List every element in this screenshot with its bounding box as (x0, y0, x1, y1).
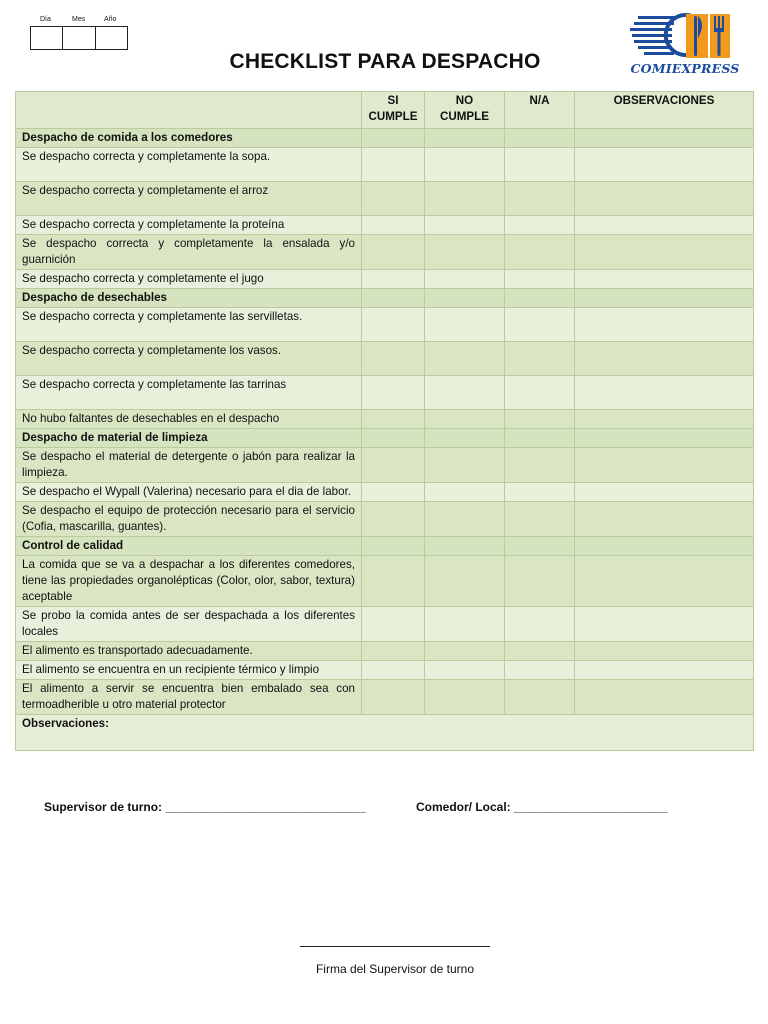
table-row (16, 376, 754, 410)
na-cell[interactable] (505, 308, 575, 342)
na-cell[interactable] (505, 448, 575, 483)
year-cell[interactable] (96, 27, 127, 49)
na-cell[interactable] (505, 556, 575, 607)
si-cumple-cell[interactable] (362, 342, 425, 376)
na-cell (505, 129, 575, 148)
si-cumple-cell (362, 289, 425, 308)
item-description: Se despacho correcta y completamente la ensalada y/o guarnición (16, 235, 362, 270)
no-cumple-cell[interactable] (425, 342, 505, 376)
no-cumple-cell[interactable] (425, 607, 505, 642)
section-row (16, 429, 754, 448)
item-description: El alimento es transportado adecuadamente. (16, 642, 362, 661)
item-description: El alimento a servir se encuentra bien embalado sea con termoadherible u otro material protector (16, 680, 362, 715)
si-cumple-cell[interactable] (362, 182, 425, 216)
item-description: Se despacho correcta y completamente el arroz (16, 182, 362, 216)
section-row (16, 289, 754, 308)
observaciones-cell[interactable] (575, 448, 754, 483)
na-cell[interactable] (505, 680, 575, 715)
observaciones-cell[interactable] (575, 216, 754, 235)
item-description: Se despacho correcta y completamente la proteína (16, 216, 362, 235)
table-row (16, 270, 754, 289)
item-description: Se despacho correcta y completamente los vasos. (16, 342, 362, 376)
si-cumple-cell[interactable] (362, 680, 425, 715)
item-header (16, 92, 362, 129)
cutlery-logo-icon (630, 10, 740, 62)
na-cell[interactable] (505, 216, 575, 235)
no-cumple-cell[interactable] (425, 502, 505, 537)
item-description: Se probo la comida antes de ser despachada a los diferentes locales (16, 607, 362, 642)
si-cumple-cell[interactable] (362, 556, 425, 607)
table-row (16, 342, 754, 376)
item-description: Se despacho correcta y completamente la sopa. (16, 148, 362, 182)
comedor-blank[interactable]: _______________________ (514, 800, 668, 814)
section-title: Despacho de material de limpieza (16, 429, 362, 448)
item-description: No hubo faltantes de desechables en el despacho (16, 410, 362, 429)
logo-text: COMIEXPRESS (630, 61, 740, 76)
observaciones-cell[interactable] (575, 342, 754, 376)
si-cumple-cell[interactable] (362, 308, 425, 342)
observations-label[interactable]: Observaciones: (16, 715, 754, 751)
year-label: Año (104, 16, 117, 23)
si-cumple-cell[interactable] (362, 642, 425, 661)
section-title: Despacho de comida a los comedores (16, 129, 362, 148)
date-labels (30, 16, 128, 26)
na-cell[interactable] (505, 410, 575, 429)
table-row (16, 308, 754, 342)
item-description: Se despacho el Wypall (Valerina) necesario para el dia de labor. (16, 483, 362, 502)
observaciones-cell (575, 429, 754, 448)
day-label: Día (40, 16, 51, 23)
na-cell (505, 429, 575, 448)
si-cumple-cell (362, 429, 425, 448)
item-description: Se despacho correcta y completamente el jugo (16, 270, 362, 289)
observaciones-cell[interactable] (575, 410, 754, 429)
table-row (16, 235, 754, 270)
table-row (16, 148, 754, 182)
item-description: Se despacho el material de detergente o jabón para realizar la limpieza. (16, 448, 362, 483)
table-body (16, 129, 754, 715)
item-description: Se despacho el equipo de protección necesario para el servicio (Cofia, mascarilla, guantes). (16, 502, 362, 537)
supervisor-label: Supervisor de turno: (44, 800, 163, 814)
day-cell[interactable] (31, 27, 63, 49)
na-cell[interactable] (505, 483, 575, 502)
no-cumple-cell[interactable] (425, 148, 505, 182)
month-cell[interactable] (63, 27, 95, 49)
si-cumple-cell[interactable] (362, 607, 425, 642)
table-row (16, 607, 754, 642)
si-cumple-cell (362, 129, 425, 148)
observaciones-cell[interactable] (575, 661, 754, 680)
observaciones-cell[interactable] (575, 270, 754, 289)
no-cumple-cell[interactable] (425, 376, 505, 410)
no-cumple-cell[interactable] (425, 661, 505, 680)
date-box (30, 16, 128, 50)
si-cumple-cell[interactable] (362, 661, 425, 680)
observaciones-cell (575, 289, 754, 308)
table-row (16, 642, 754, 661)
comedor-label: Comedor/ Local: (416, 800, 511, 814)
na-cell[interactable] (505, 607, 575, 642)
table-row (16, 182, 754, 216)
month-label: Mes (72, 16, 86, 23)
observaciones-cell[interactable] (575, 235, 754, 270)
company-logo (630, 10, 740, 80)
table-row (16, 410, 754, 429)
na-cell[interactable] (505, 182, 575, 216)
supervisor-field[interactable] (44, 800, 366, 814)
observaciones-cell[interactable] (575, 680, 754, 715)
item-description: La comida que se va a despachar a los diferentes comedores, tiene las propiedades organolépticas (Color, olor, sabor, textura) aceptable (16, 556, 362, 607)
si-cumple-cell[interactable] (362, 148, 425, 182)
no-cumple-cell[interactable] (425, 308, 505, 342)
na-cell[interactable] (505, 342, 575, 376)
supervisor-blank[interactable]: ______________________________ (165, 800, 366, 814)
no-cumple-cell[interactable] (425, 642, 505, 661)
na-cell[interactable] (505, 642, 575, 661)
observations-row[interactable] (16, 715, 754, 751)
si-cumple-cell[interactable] (362, 502, 425, 537)
date-cells (30, 26, 128, 50)
table-header-row (16, 92, 754, 129)
page-title: CHECKLIST PARA DESPACHO (229, 50, 541, 73)
si-cumple-cell[interactable] (362, 235, 425, 270)
table-row (16, 483, 754, 502)
si-cumple-cell (362, 537, 425, 556)
si-cumple-cell[interactable] (362, 216, 425, 235)
item-description: El alimento se encuentra en un recipiente térmico y limpio (16, 661, 362, 680)
observaciones-header: OBSERVACIONES (575, 92, 754, 129)
observaciones-cell[interactable] (575, 182, 754, 216)
table-row (16, 216, 754, 235)
na-cell (505, 289, 575, 308)
na-cell (505, 537, 575, 556)
observaciones-cell[interactable] (575, 502, 754, 537)
observaciones-cell (575, 129, 754, 148)
no-cumple-cell[interactable] (425, 448, 505, 483)
no-cumple-cell (425, 289, 505, 308)
si-cumple-cell[interactable] (362, 448, 425, 483)
no-cumple-cell[interactable] (425, 680, 505, 715)
na-cell[interactable] (505, 661, 575, 680)
table-row (16, 448, 754, 483)
section-row (16, 537, 754, 556)
table-row (16, 502, 754, 537)
no-cumple-cell (425, 429, 505, 448)
signature-label: Firma del Supervisor de turno (315, 962, 475, 976)
table-row (16, 661, 754, 680)
signature-line[interactable] (300, 946, 490, 947)
no-cumple-cell[interactable] (425, 270, 505, 289)
observaciones-cell[interactable] (575, 607, 754, 642)
si-cumple-cell[interactable] (362, 376, 425, 410)
no-cumple-cell[interactable] (425, 483, 505, 502)
checklist-table (15, 91, 754, 751)
observaciones-cell[interactable] (575, 556, 754, 607)
observaciones-cell[interactable] (575, 483, 754, 502)
observaciones-cell (575, 537, 754, 556)
no-cumple-cell[interactable] (425, 216, 505, 235)
no-cumple-cell[interactable] (425, 556, 505, 607)
no-cumple-cell (425, 129, 505, 148)
table-row (16, 556, 754, 607)
si-cumple-cell[interactable] (362, 410, 425, 429)
section-title: Despacho de desechables (16, 289, 362, 308)
no-cumple-cell (425, 537, 505, 556)
observaciones-cell[interactable] (575, 376, 754, 410)
na-cell[interactable] (505, 270, 575, 289)
comedor-field[interactable] (416, 800, 668, 814)
observaciones-cell[interactable] (575, 308, 754, 342)
observaciones-cell[interactable] (575, 642, 754, 661)
no-cumple-cell[interactable] (425, 410, 505, 429)
na-header: N/A (505, 92, 575, 129)
si-cumple-cell[interactable] (362, 483, 425, 502)
na-cell[interactable] (505, 376, 575, 410)
table-row (16, 680, 754, 715)
na-cell[interactable] (505, 148, 575, 182)
item-description: Se despacho correcta y completamente las servilletas. (16, 308, 362, 342)
no-cumple-cell[interactable] (425, 235, 505, 270)
item-description: Se despacho correcta y completamente las tarrinas (16, 376, 362, 410)
no-cumple-cell[interactable] (425, 182, 505, 216)
si-cumple-header: SI CUMPLE (362, 92, 425, 129)
na-cell[interactable] (505, 235, 575, 270)
no-cumple-header: NO CUMPLE (425, 92, 505, 129)
observaciones-cell[interactable] (575, 148, 754, 182)
na-cell[interactable] (505, 502, 575, 537)
si-cumple-cell[interactable] (362, 270, 425, 289)
section-title: Control de calidad (16, 537, 362, 556)
section-row (16, 129, 754, 148)
